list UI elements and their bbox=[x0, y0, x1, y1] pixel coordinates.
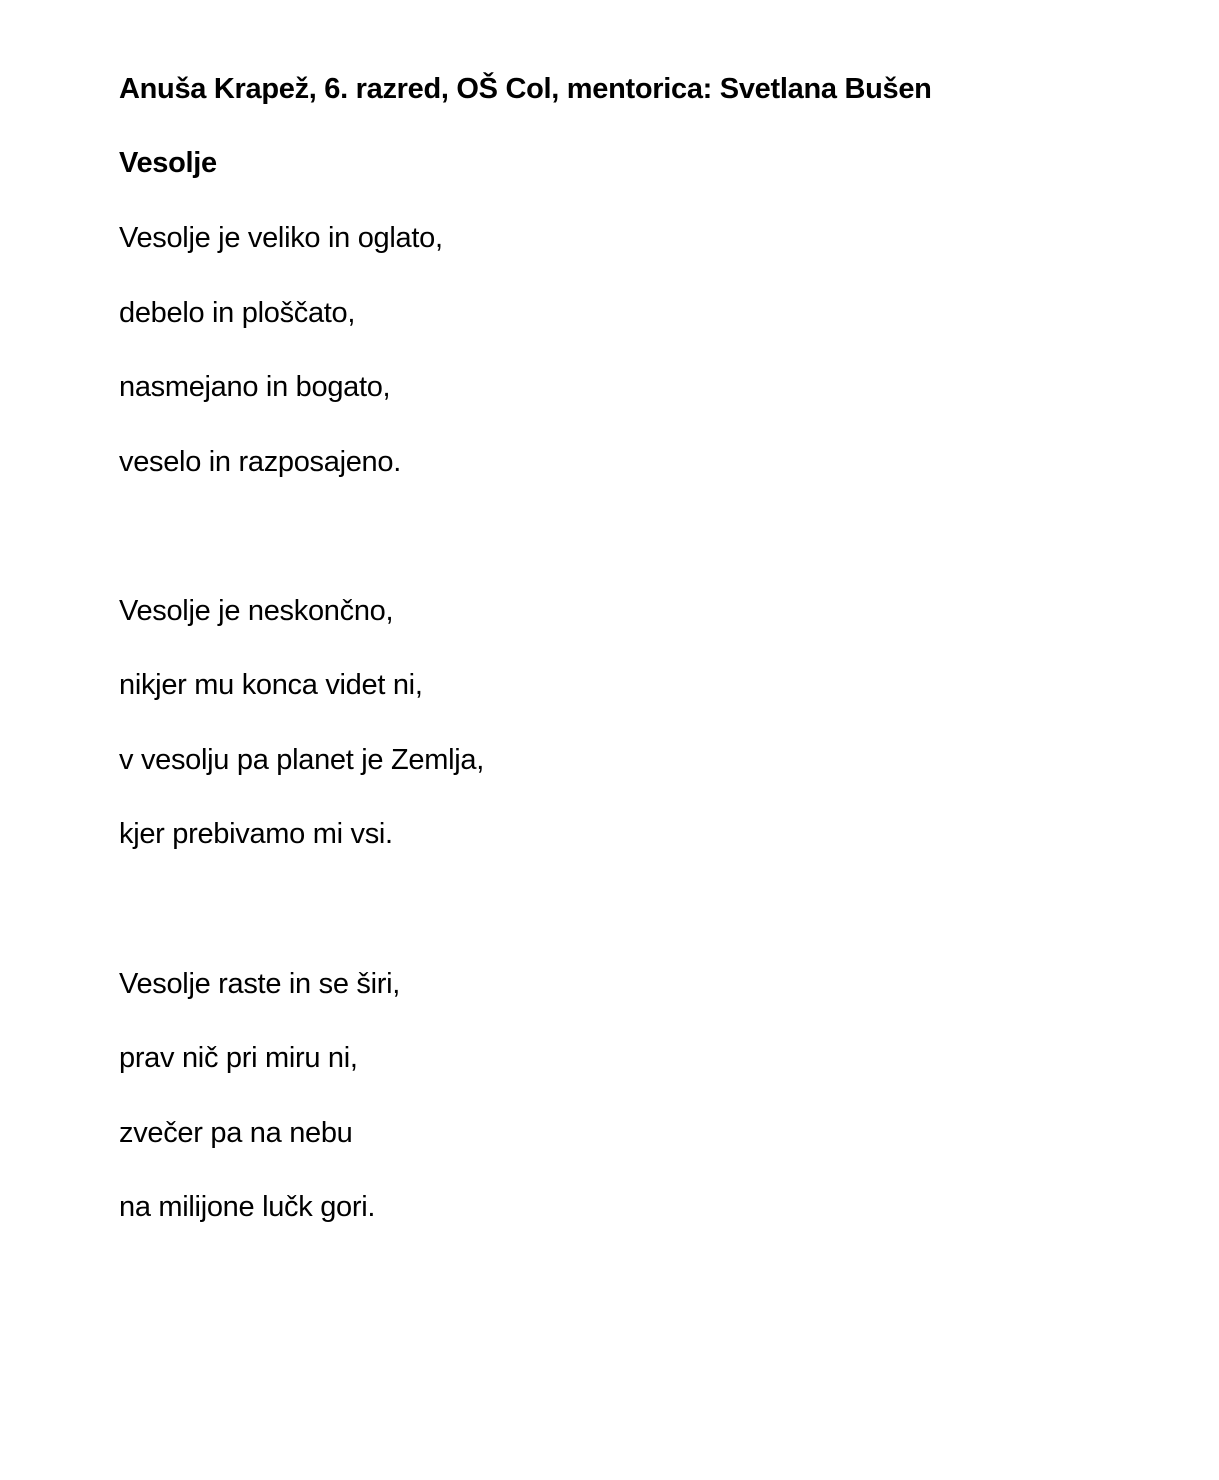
author-line: Anuša Krapež, 6. razred, OŠ Col, mentorica: Svetlana Bušen bbox=[119, 73, 932, 105]
poem-line: zvečer pa na nebu bbox=[119, 1117, 353, 1149]
poem-line: Vesolje raste in se širi, bbox=[119, 968, 401, 1000]
poem-line: debelo in ploščato, bbox=[119, 297, 356, 329]
poem-line: nasmejano in bogato, bbox=[119, 371, 391, 403]
poem-line: veselo in razposajeno. bbox=[119, 446, 401, 478]
poem-line: v vesolju pa planet je Zemlja, bbox=[119, 744, 484, 776]
poem-line: nikjer mu konca videt ni, bbox=[119, 669, 423, 701]
poem-line: kjer prebivamo mi vsi. bbox=[119, 818, 393, 850]
poem-line: prav nič pri miru ni, bbox=[119, 1042, 358, 1074]
poem-line: Vesolje je veliko in oglato, bbox=[119, 222, 443, 254]
poem-title: Vesolje bbox=[119, 147, 217, 179]
poem-line: Vesolje je neskončno, bbox=[119, 595, 394, 627]
poem-line: na milijone lučk gori. bbox=[119, 1191, 376, 1223]
